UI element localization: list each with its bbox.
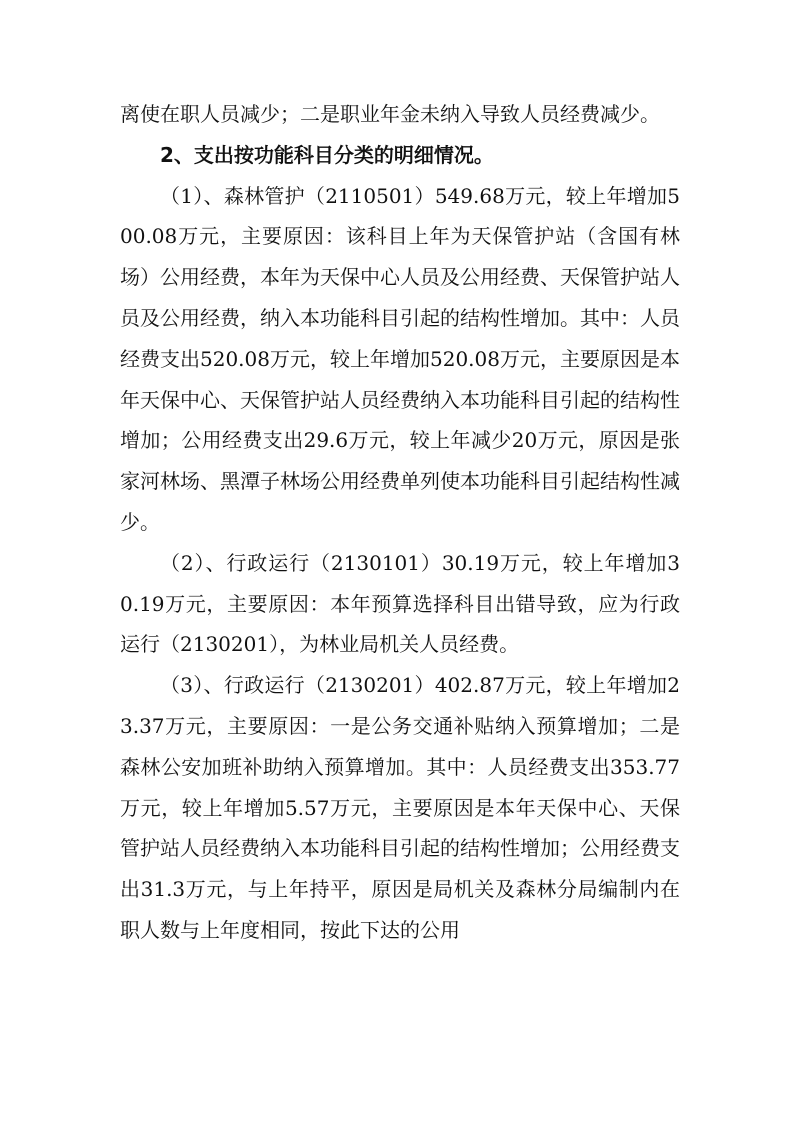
paragraph-item-2: （2）、行政运行（2130101）30.19万元，较上年增加30.19万元，主要原因：本年预算选择科目出错导致，应为行政运行（2130201），为林业局机关人员经费。 [120,550,680,657]
paragraph-item-1: （1）、森林管护（2110501）549.68万元，较上年增加500.08万元，主要原因：该科目上年为天保管护站（含国有林场）公用经费，本年为天保中心人员及公用经费、天保管护站人员及公用经费，纳入本功能科目引起的结构性增加。其中：人员经费支出520.08万元，较上年增加520.08万元，主要原因是本年天保中心、天保管护站人员经费纳入本功能科目引起的结构性增加；公用经费支出29.6万元，较上年减少20万元，原因是张家河林场、黑潭子林场公用经费单列使本功能科目引起结构性减少。 [120,183,680,534]
paragraph-continuation: 离使在职人员减少；二是职业年金未纳入导致人员经费减少。 [120,102,660,126]
document-body [120,94,680,951]
section-heading: 2、支出按功能科目分类的明细情况。 [160,142,494,167]
paragraph-item-3: （3）、行政运行（2130201）402.87万元，较上年增加23.37万元，主要原因：一是公务交通补贴纳入预算增加；二是森林公安加班补助纳入预算增加。其中：人员经费支出353.77万元，较上年增加5.57万元，主要原因是本年天保中心、天保管护站人员经费纳入本功能科目引起的结构性增加；公用经费支出31.3万元，与上年持平，原因是局机关及森林分局编制内在职人数与上年度相同，按此下达的公用 [120,673,680,942]
